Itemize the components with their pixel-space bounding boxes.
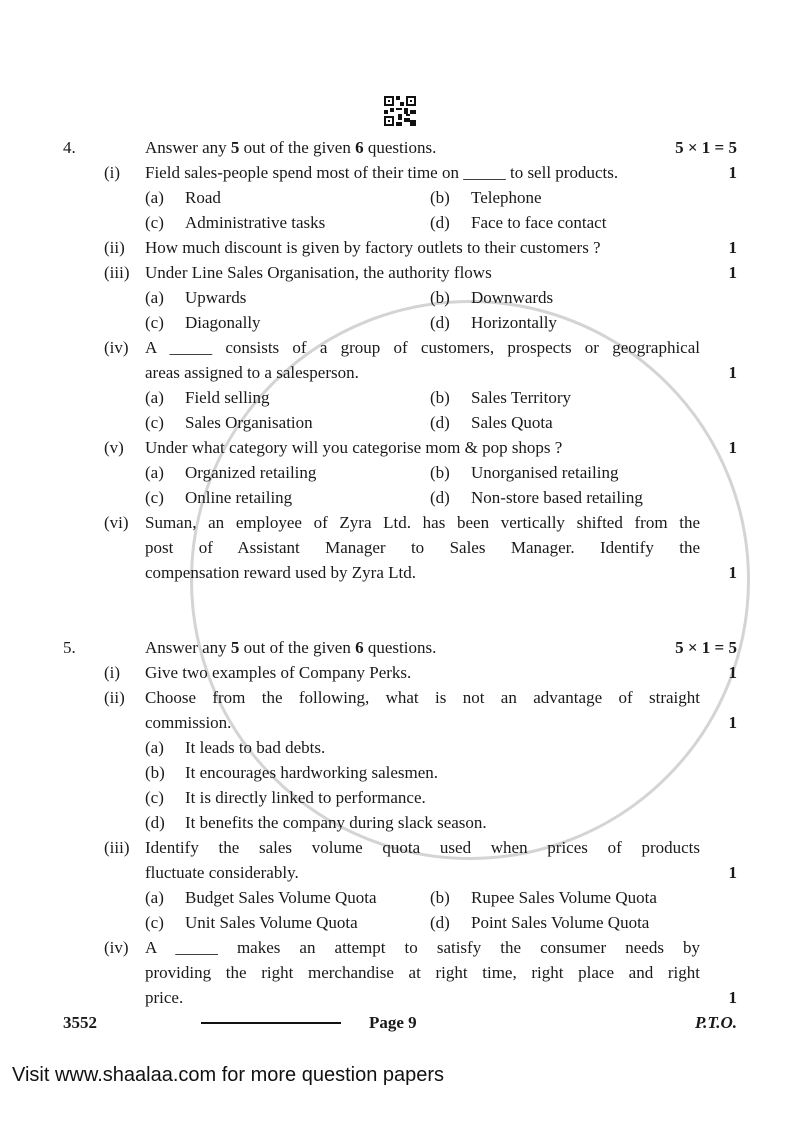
sub-question-text: Give two examples of Company Perks. — [145, 663, 412, 682]
section-gap — [0, 610, 800, 635]
sub-question-line — [0, 935, 800, 960]
sub-question-marks: 1 — [728, 988, 737, 1007]
option-text[interactable]: Diagonally — [185, 313, 261, 332]
sub-question-text: commission. — [145, 713, 232, 732]
question-number: 4. — [63, 138, 76, 157]
option-label[interactable]: (a) — [145, 738, 164, 757]
option-row — [0, 760, 800, 785]
option-text[interactable]: Rupee Sales Volume Quota — [471, 888, 657, 907]
option-label[interactable]: (c) — [145, 213, 164, 232]
option-text[interactable]: It is directly linked to performance. — [185, 788, 426, 807]
option-row — [0, 460, 800, 485]
instruction-count: 6 — [355, 138, 364, 157]
instruction-text: questions. — [363, 638, 437, 657]
sub-question-label: (v) — [104, 438, 124, 457]
question-marks: 5 × 1 = 5 — [675, 638, 737, 657]
instruction-text: Answer any — [145, 638, 231, 657]
sub-question-text: compensation reward used by Zyra Ltd. — [145, 563, 416, 582]
option-row — [0, 910, 800, 935]
option-row — [0, 310, 800, 335]
sub-question-text: Under what category will you categorise mom & pop shops ? — [145, 438, 563, 457]
option-row — [0, 385, 800, 410]
question-number: 5. — [63, 638, 76, 657]
option-text[interactable]: Non-store based retailing — [471, 488, 643, 507]
option-text[interactable]: Sales Quota — [471, 413, 553, 432]
option-text[interactable]: Administrative tasks — [185, 213, 326, 232]
option-text[interactable]: Unit Sales Volume Quota — [185, 913, 358, 932]
option-label[interactable]: (a) — [145, 288, 164, 307]
sub-question-text: areas assigned to a salesperson. — [145, 363, 359, 382]
question-marks: 5 × 1 = 5 — [675, 138, 737, 157]
option-text[interactable]: Telephone — [471, 188, 542, 207]
instruction-text: Answer any — [145, 138, 231, 157]
option-label[interactable]: (c) — [145, 488, 164, 507]
question-instruction — [145, 135, 700, 160]
option-label[interactable]: (b) — [145, 763, 165, 782]
sub-question-line — [0, 710, 800, 735]
questions-container — [0, 135, 800, 1010]
instruction-count: 5 — [230, 638, 240, 657]
option-text[interactable]: Sales Organisation — [185, 413, 313, 432]
sub-question-text: fluctuate considerably. — [145, 863, 299, 882]
option-text[interactable]: Organized retailing — [185, 463, 317, 482]
option-text[interactable]: Online retailing — [185, 488, 293, 507]
sub-question-line — [0, 510, 800, 535]
sub-question-text: Identify the sales volume quota used when prices of products — [145, 838, 700, 857]
sub-question-marks: 1 — [728, 363, 737, 382]
sub-question-label: (iii) — [104, 263, 130, 282]
sub-question-line — [0, 235, 800, 260]
sub-question-label: (ii) — [104, 688, 125, 707]
option-label[interactable]: (d) — [430, 488, 450, 507]
option-label[interactable]: (a) — [145, 188, 164, 207]
option-row — [0, 785, 800, 810]
sub-question-label: (iv) — [104, 938, 129, 957]
option-label[interactable]: (c) — [145, 313, 164, 332]
sub-question-line — [0, 435, 800, 460]
sub-question-line — [0, 160, 800, 185]
option-text[interactable]: Field selling — [185, 388, 270, 407]
sub-question-marks: 1 — [728, 238, 737, 257]
option-text[interactable]: Horizontally — [471, 313, 557, 332]
option-label[interactable]: (b) — [430, 288, 450, 307]
sub-question-text: providing the right merchandise at right time, right place and right — [145, 963, 700, 982]
sub-question-label: (vi) — [104, 513, 129, 532]
paper-code: 3552 — [63, 1013, 97, 1032]
option-text[interactable]: Unorganised retailing — [471, 463, 619, 482]
instruction-count: 6 — [355, 638, 364, 657]
option-row — [0, 185, 800, 210]
option-label[interactable]: (b) — [430, 388, 450, 407]
sub-question-line — [0, 835, 800, 860]
option-text[interactable]: Sales Territory — [471, 388, 571, 407]
sub-question-label: (i) — [104, 663, 121, 682]
instruction-text: out of the given — [239, 138, 356, 157]
option-row — [0, 885, 800, 910]
option-text[interactable]: Budget Sales Volume Quota — [185, 888, 377, 907]
option-text[interactable]: Point Sales Volume Quota — [471, 913, 650, 932]
page-number: Page 9 — [369, 1013, 417, 1032]
instruction-count: 5 — [230, 138, 240, 157]
question-heading — [0, 635, 800, 660]
sub-question-text: Suman, an employee of Zyra Ltd. has been vertically shifted from the — [145, 513, 700, 532]
footer-rule — [201, 1022, 341, 1024]
sub-question-label: (iv) — [104, 338, 129, 357]
sub-question-text: Under Line Sales Organisation, the authority flows — [145, 263, 492, 282]
option-label[interactable]: (d) — [430, 213, 450, 232]
instruction-text: out of the given — [239, 638, 356, 657]
sub-question-text: post of Assistant Manager to Sales Manager. Identify the — [145, 538, 700, 557]
option-label[interactable]: (d) — [430, 413, 450, 432]
question-heading — [0, 135, 800, 160]
option-label[interactable]: (d) — [430, 313, 450, 332]
pto-label: P.T.O. — [694, 1013, 737, 1032]
sub-question-label: (i) — [104, 163, 121, 182]
sub-question-line — [0, 560, 800, 585]
option-label[interactable]: (a) — [145, 888, 164, 907]
sub-question-line — [0, 660, 800, 685]
sub-question-marks: 1 — [728, 263, 737, 282]
sub-question-label: (iii) — [104, 838, 130, 857]
sub-question-line — [0, 860, 800, 885]
option-text[interactable]: It benefits the company during slack season. — [185, 813, 487, 832]
sub-question-marks: 1 — [728, 163, 737, 182]
option-row — [0, 285, 800, 310]
sub-question-text: Field sales-people spend most of their time on _____ to sell products. — [145, 163, 619, 182]
option-label[interactable]: (c) — [145, 413, 164, 432]
option-text[interactable]: It leads to bad debts. — [185, 738, 326, 757]
option-text[interactable]: Upwards — [185, 288, 247, 307]
option-label[interactable]: (b) — [430, 888, 450, 907]
option-row — [0, 810, 800, 835]
sub-question-line — [0, 685, 800, 710]
qr-code-icon — [384, 96, 416, 126]
sub-question-line — [0, 985, 800, 1010]
option-label[interactable]: (c) — [145, 788, 164, 807]
option-text[interactable]: It encourages hardworking salesmen. — [185, 763, 439, 782]
option-row — [0, 410, 800, 435]
sub-question-marks: 1 — [728, 438, 737, 457]
option-label[interactable]: (d) — [430, 913, 450, 932]
sub-question-marks: 1 — [728, 563, 737, 582]
option-label[interactable]: (d) — [145, 813, 165, 832]
instruction-text: questions. — [363, 138, 437, 157]
sub-question-marks: 1 — [728, 713, 737, 732]
sub-question-line — [0, 360, 800, 385]
sub-question-text: Choose from the following, what is not an advantage of straight — [145, 688, 700, 707]
sub-question-marks: 1 — [728, 863, 737, 882]
option-label[interactable]: (c) — [145, 913, 164, 932]
option-label[interactable]: (b) — [430, 463, 450, 482]
option-label[interactable]: (b) — [430, 188, 450, 207]
sub-question-text: A _____ makes an attempt to satisfy the consumer needs by — [145, 938, 700, 957]
sub-question-text: A _____ consists of a group of customers, prospects or geographical — [145, 338, 700, 357]
option-text[interactable]: Downwards — [471, 288, 554, 307]
page-footer — [0, 1010, 800, 1035]
section-gap — [0, 585, 800, 610]
option-text[interactable]: Road — [185, 188, 221, 207]
option-row — [0, 210, 800, 235]
sub-question-text: How much discount is given by factory outlets to their customers ? — [145, 238, 601, 257]
sub-question-line — [0, 260, 800, 285]
sub-question-line — [0, 335, 800, 360]
sub-question-marks: 1 — [728, 663, 737, 682]
option-label[interactable]: (a) — [145, 388, 164, 407]
sub-question-label: (ii) — [104, 238, 125, 257]
sub-question-line — [0, 535, 800, 560]
option-row — [0, 735, 800, 760]
option-label[interactable]: (a) — [145, 463, 164, 482]
sub-question-line — [0, 960, 800, 985]
option-text[interactable]: Face to face contact — [471, 213, 607, 232]
option-row — [0, 485, 800, 510]
sub-question-text: price. — [145, 988, 184, 1007]
question-instruction — [145, 635, 700, 660]
visit-link[interactable]: Visit www.shaalaa.com for more question papers — [12, 1064, 445, 1086]
